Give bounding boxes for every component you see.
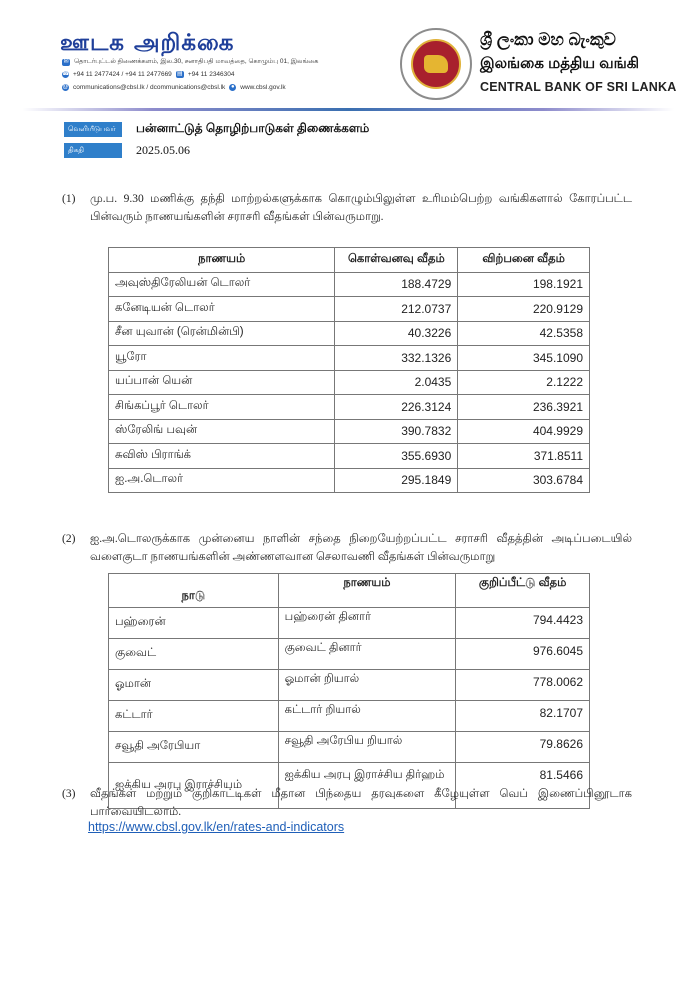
table-row — [109, 370, 590, 395]
section-2-number: (2) — [62, 533, 76, 545]
currency-cell: குவைட் தினார் — [278, 639, 456, 670]
table-row — [109, 419, 590, 444]
phone-text: +94 11 2477424 / +94 11 2477669 — [73, 71, 172, 78]
seal-inner — [411, 39, 461, 89]
country-cell: பஹ்ரைன் — [109, 608, 279, 639]
table-row — [109, 701, 590, 732]
press-release-title: ஊடக அறிக்கை — [60, 30, 235, 56]
issued-by-value: பன்னாட்டுத் தொழிற்பாடுகள் திணைக்களம் — [136, 121, 370, 135]
rates-and-indicators-link[interactable]: https://www.cbsl.gov.lk/en/rates-and-indicators — [88, 820, 345, 834]
phone-icon: ☎ — [62, 71, 70, 77]
address-text: தொடர்புட்டல் திணைக்களம், இல.30, சனாதிபதி மாவத்தை, கொழும்பு 01, இலங்கை — [74, 58, 319, 65]
section-3-number: (3) — [62, 788, 76, 800]
header-selling-rate: விற்பனை வீதம் — [458, 248, 590, 273]
section-2 — [62, 530, 632, 566]
rate-cell: 794.4423 — [456, 608, 590, 639]
currency-cell: ஓமான் றியால் — [278, 670, 456, 701]
buying-rate-cell: 40.3226 — [335, 321, 458, 346]
currency-cell: பஹ்ரைன் தினார் — [278, 608, 456, 639]
table-row — [109, 272, 590, 297]
table-row — [109, 444, 590, 469]
header-country: நாடு — [109, 574, 279, 608]
email-at-icon: @ — [62, 84, 69, 90]
rate-cell: 82.1707 — [456, 701, 590, 732]
selling-rate-cell: 220.9129 — [458, 297, 590, 322]
email-text[interactable]: communications@cbsl.lk / dcommunications@cbsl.lk — [73, 84, 226, 91]
table-row — [109, 639, 590, 670]
currency-cell: ஐ.அ.டொலர் — [109, 468, 335, 493]
header-currency: நாணயம் — [278, 574, 456, 608]
cbsl-seal-logo — [400, 28, 472, 100]
rate-cell: 79.8626 — [456, 732, 590, 763]
table-row — [109, 732, 590, 763]
section-1-text: மு.ப. 9.30 மணிக்கு தந்தி மாற்றல்களுக்காக கொழும்பிலுள்ள உரிமம்பெற்ற வங்கிகளால் கோரப்பட்ட பின்வரும் நாணயங்களின் சராசரி வீதங்கள் பின்வருமாறு. — [90, 193, 632, 223]
header-currency: நாணயம் — [109, 248, 335, 273]
header-divider — [22, 108, 674, 111]
rate-cell: 778.0062 — [456, 670, 590, 701]
date-label: திகதி — [64, 143, 122, 158]
bank-name-sinhala: ශ්‍රී ලංකා මහ බැංකුව — [480, 30, 616, 49]
section-3-text: வீதங்கள் மற்றும் குறிகாட்டிகள் மீதான பிந்தைய தரவுகளை கீழேயுள்ள வெப் இணைப்பினூடாக பார்வையிடலாம். — [90, 788, 632, 818]
currency-cell: யப்பான் யென் — [109, 370, 335, 395]
selling-rate-cell: 404.9929 — [458, 419, 590, 444]
country-cell: கட்டார் — [109, 701, 279, 732]
section-1 — [62, 190, 632, 226]
section-3 — [62, 785, 632, 821]
currency-cell: ஸ்ரேலிங் பவுன் — [109, 419, 335, 444]
header-buying-rate: கொள்வனவு வீதம் — [335, 248, 458, 273]
fax-text: +94 11 2346304 — [187, 71, 235, 78]
country-cell: சவூதி அரேபியா — [109, 732, 279, 763]
email-line — [62, 84, 286, 91]
currency-cell: சுவிஸ் பிராங்க் — [109, 444, 335, 469]
table-row — [109, 608, 590, 639]
country-cell: ஐக்கிய அரபு இராச்சியம் — [109, 763, 279, 809]
bank-name-english: CENTRAL BANK OF SRI LANKA — [480, 80, 677, 94]
currency-cell: சிங்கப்பூர் டொலர் — [109, 395, 335, 420]
selling-rate-cell: 345.1090 — [458, 346, 590, 371]
country-cell: ஓமான் — [109, 670, 279, 701]
currency-cell: கட்டார் றியால் — [278, 701, 456, 732]
selling-rate-cell: 371.8511 — [458, 444, 590, 469]
currency-cell: ஐக்கிய அரபு இராச்சிய திர்ஹம் — [278, 763, 456, 809]
currency-cell: யூரோ — [109, 346, 335, 371]
table-row — [109, 346, 590, 371]
buying-rate-cell: 295.1849 — [335, 468, 458, 493]
rate-cell: 81.5466 — [456, 763, 590, 809]
lion-emblem-icon — [424, 55, 448, 73]
table-row — [109, 321, 590, 346]
buying-rate-cell: 2.0435 — [335, 370, 458, 395]
country-cell: குவைட் — [109, 639, 279, 670]
mail-icon: ✉ — [63, 58, 69, 65]
table-row — [109, 468, 590, 493]
buying-rate-cell: 390.7832 — [335, 419, 458, 444]
currency-cell: கனேடியன் டொலர் — [109, 297, 335, 322]
table-header-row — [109, 574, 590, 608]
buying-rate-cell: 355.6930 — [335, 444, 458, 469]
buying-rate-cell: 332.1326 — [335, 346, 458, 371]
rate-cell: 976.6045 — [456, 639, 590, 670]
selling-rate-cell: 2.1222 — [458, 370, 590, 395]
buying-rate-cell: 226.3124 — [335, 395, 458, 420]
selling-rate-cell: 42.5358 — [458, 321, 590, 346]
globe-icon: ● — [230, 84, 235, 90]
buying-rate-cell: 212.0737 — [335, 297, 458, 322]
table-row — [109, 670, 590, 701]
header-indicative-rate: குறிப்பீட்டு வீதம் — [456, 574, 590, 608]
gulf-currency-rates-table — [108, 573, 590, 809]
buying-rate-cell: 188.4729 — [335, 272, 458, 297]
currency-cell: அவுஸ்திரேலியன் டொலர் — [109, 272, 335, 297]
table-row — [109, 297, 590, 322]
phone-line — [62, 71, 235, 78]
fax-icon: ▤ — [176, 71, 183, 77]
table-row — [109, 395, 590, 420]
currency-cell: சீன யுவான் (ரென்மின்பி) — [109, 321, 335, 346]
bank-name-tamil: இலங்கை மத்திய வங்கி — [480, 55, 640, 72]
issued-by-label: வெளியீடுபவர் — [64, 122, 122, 137]
selling-rate-cell: 198.1921 — [458, 272, 590, 297]
website-text[interactable]: www.cbsl.gov.lk — [240, 84, 286, 91]
table-header-row — [109, 248, 590, 273]
currency-cell: சவூதி அரேபிய றியால் — [278, 732, 456, 763]
selling-rate-cell: 236.3921 — [458, 395, 590, 420]
section-2-text: ஐ.அ.டொலருக்காக முன்னைய நாளின் சந்தை நிறையேற்றப்பட்ட சராசரி வீதத்தின் அடிப்படையில் வளைகுடா நாணயங்களின் அண்ணளவான செலாவணி வீதங்கள் பின்வருமாறு — [90, 533, 632, 563]
section-1-number: (1) — [62, 193, 76, 205]
selling-rate-cell: 303.6784 — [458, 468, 590, 493]
exchange-rates-table — [108, 247, 590, 493]
date-value: 2025.05.06 — [136, 143, 190, 157]
address-line — [62, 58, 318, 66]
